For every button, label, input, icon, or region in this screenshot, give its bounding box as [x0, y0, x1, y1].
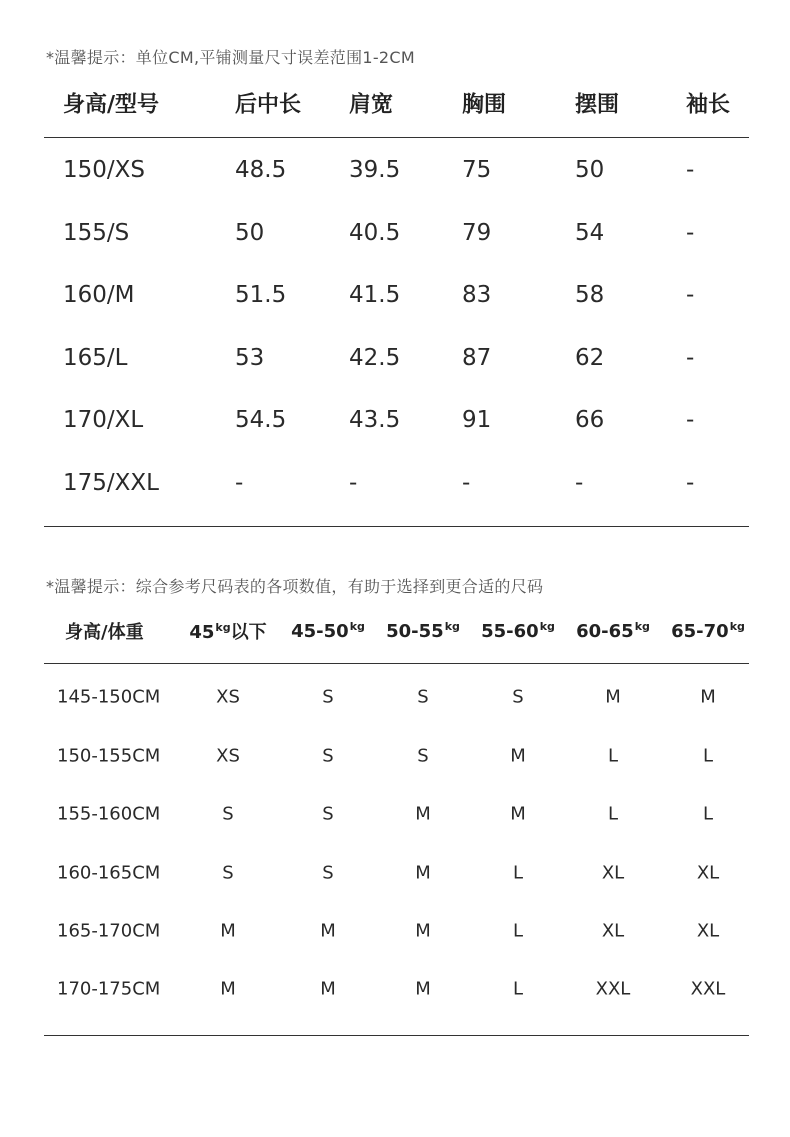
- table2-height-range: 165-170CM: [57, 920, 161, 942]
- table1-header-4: 摆围: [575, 92, 620, 118]
- table1-cell: 150/XS: [63, 157, 146, 183]
- table1-cell: 175/XXL: [63, 470, 159, 496]
- table2-size-cell: L: [607, 803, 619, 825]
- table2-size-cell: M: [320, 920, 336, 942]
- table2-size-cell: M: [320, 978, 336, 1000]
- table2-size-cell: M: [415, 920, 431, 942]
- table2-size-cell: S: [417, 686, 429, 708]
- table2-size-cell: M: [510, 803, 526, 825]
- table2-size-cell: S: [322, 862, 334, 884]
- table1-cell: 53: [235, 345, 265, 371]
- table1-header-1: 后中长: [235, 92, 302, 118]
- table2-size-cell: S: [222, 862, 234, 884]
- table2-size-cell: M: [415, 803, 431, 825]
- table1-cell: -: [235, 470, 244, 496]
- table2-size-cell: M: [700, 686, 716, 708]
- table1-cell: -: [575, 470, 584, 496]
- table2-size-cell: S: [322, 803, 334, 825]
- table1-cell: -: [686, 470, 695, 496]
- table2-header-unit: kg: [729, 620, 745, 633]
- table2-size-cell: S: [417, 745, 429, 767]
- table2-header-suffix: 以下: [230, 622, 267, 643]
- table2-header-3: [386, 620, 460, 642]
- table2-size-cell: XL: [601, 920, 625, 942]
- table1-cell: 83: [462, 282, 492, 308]
- table2-size-cell: S: [222, 803, 234, 825]
- table1-cell: 54: [575, 220, 605, 246]
- table2-header-label: 45-50: [291, 621, 349, 642]
- table2-header-4: [481, 620, 555, 642]
- table2-height-range: 145-150CM: [57, 686, 161, 708]
- table1-cell: 170/XL: [63, 407, 144, 433]
- table2-header-divider: [44, 663, 749, 664]
- table1-cell: 50: [235, 220, 265, 246]
- table1-cell: -: [686, 157, 695, 183]
- table2-size-cell: M: [220, 920, 236, 942]
- table2-size-cell: M: [510, 745, 526, 767]
- table2-size-cell: S: [322, 745, 334, 767]
- table2-size-cell: XS: [216, 686, 240, 708]
- size-recommendation-note: *温馨提示：综合参考尺码表的各项数值，有助于选择到更合适的尺码: [46, 577, 544, 596]
- table2-header-label: 身高/体重: [65, 622, 144, 643]
- table1-cell: 87: [462, 345, 492, 371]
- table2-header-unit: kg: [634, 620, 650, 633]
- table1-header-3: 胸围: [462, 92, 507, 118]
- table1-cell: 79: [462, 220, 492, 246]
- table1-cell: 91: [462, 407, 492, 433]
- table2-header-label: 45: [189, 622, 215, 643]
- table1-bottom-divider: [44, 526, 749, 527]
- table2-size-cell: L: [607, 745, 619, 767]
- table1-header-0: 身高/型号: [63, 92, 160, 118]
- table1-cell: -: [686, 407, 695, 433]
- table2-size-cell: M: [605, 686, 621, 708]
- table2-header-label: 50-55: [386, 621, 444, 642]
- table1-header-2: 肩宽: [349, 92, 394, 118]
- table2-size-cell: L: [512, 862, 524, 884]
- table2-bottom-divider: [44, 1035, 749, 1036]
- table2-header-unit: kg: [215, 621, 231, 634]
- table2-height-range: 155-160CM: [57, 803, 161, 825]
- table1-cell: 58: [575, 282, 605, 308]
- table1-header-divider: [44, 137, 749, 138]
- table2-header-6: [671, 620, 745, 642]
- table2-header-0: [65, 618, 144, 644]
- table1-cell: 40.5: [349, 220, 401, 246]
- table2-size-cell: L: [702, 803, 714, 825]
- table1-cell: 62: [575, 345, 605, 371]
- table2-header-unit: kg: [539, 620, 555, 633]
- table2-size-cell: S: [512, 686, 524, 708]
- table1-cell: 50: [575, 157, 605, 183]
- table1-cell: -: [686, 220, 695, 246]
- table2-size-cell: XL: [601, 862, 625, 884]
- table2-size-cell: L: [512, 920, 524, 942]
- table1-cell: 42.5: [349, 345, 401, 371]
- table1-cell: 48.5: [235, 157, 287, 183]
- table2-header-label: 65-70: [671, 621, 729, 642]
- table1-cell: 160/M: [63, 282, 135, 308]
- table1-cell: 165/L: [63, 345, 128, 371]
- table2-header-unit: kg: [444, 620, 460, 633]
- table2-size-cell: XL: [696, 920, 720, 942]
- table2-size-cell: S: [322, 686, 334, 708]
- table1-cell: 75: [462, 157, 492, 183]
- table2-header-5: [576, 620, 650, 642]
- table1-cell: -: [349, 470, 358, 496]
- table1-cell: 66: [575, 407, 605, 433]
- table2-size-cell: M: [415, 978, 431, 1000]
- table2-header-label: 55-60: [481, 621, 539, 642]
- table1-cell: 54.5: [235, 407, 287, 433]
- table1-cell: -: [686, 282, 695, 308]
- table2-height-range: 150-155CM: [57, 745, 161, 767]
- table1-cell: 43.5: [349, 407, 401, 433]
- table2-size-cell: XXL: [690, 978, 726, 1000]
- table2-height-range: 170-175CM: [57, 978, 161, 1000]
- size-chart-note: *温馨提示：单位CM,平铺测量尺寸误差范围1-2CM: [46, 48, 415, 67]
- table2-height-range: 160-165CM: [57, 862, 161, 884]
- table2-header-2: [291, 620, 365, 642]
- table1-cell: -: [686, 345, 695, 371]
- table2-size-cell: L: [512, 978, 524, 1000]
- table2-size-cell: M: [220, 978, 236, 1000]
- table2-size-cell: XL: [696, 862, 720, 884]
- table1-header-5: 袖长: [686, 92, 731, 118]
- table1-cell: 51.5: [235, 282, 287, 308]
- table1-cell: 155/S: [63, 220, 130, 246]
- table2-size-cell: M: [415, 862, 431, 884]
- table2-header-1: [189, 618, 266, 644]
- table1-cell: 41.5: [349, 282, 401, 308]
- table1-cell: -: [462, 470, 471, 496]
- table1-cell: 39.5: [349, 157, 401, 183]
- table2-size-cell: XXL: [595, 978, 631, 1000]
- table2-header-label: 60-65: [576, 621, 634, 642]
- table2-header-unit: kg: [349, 620, 365, 633]
- table2-size-cell: XS: [216, 745, 240, 767]
- table2-size-cell: L: [702, 745, 714, 767]
